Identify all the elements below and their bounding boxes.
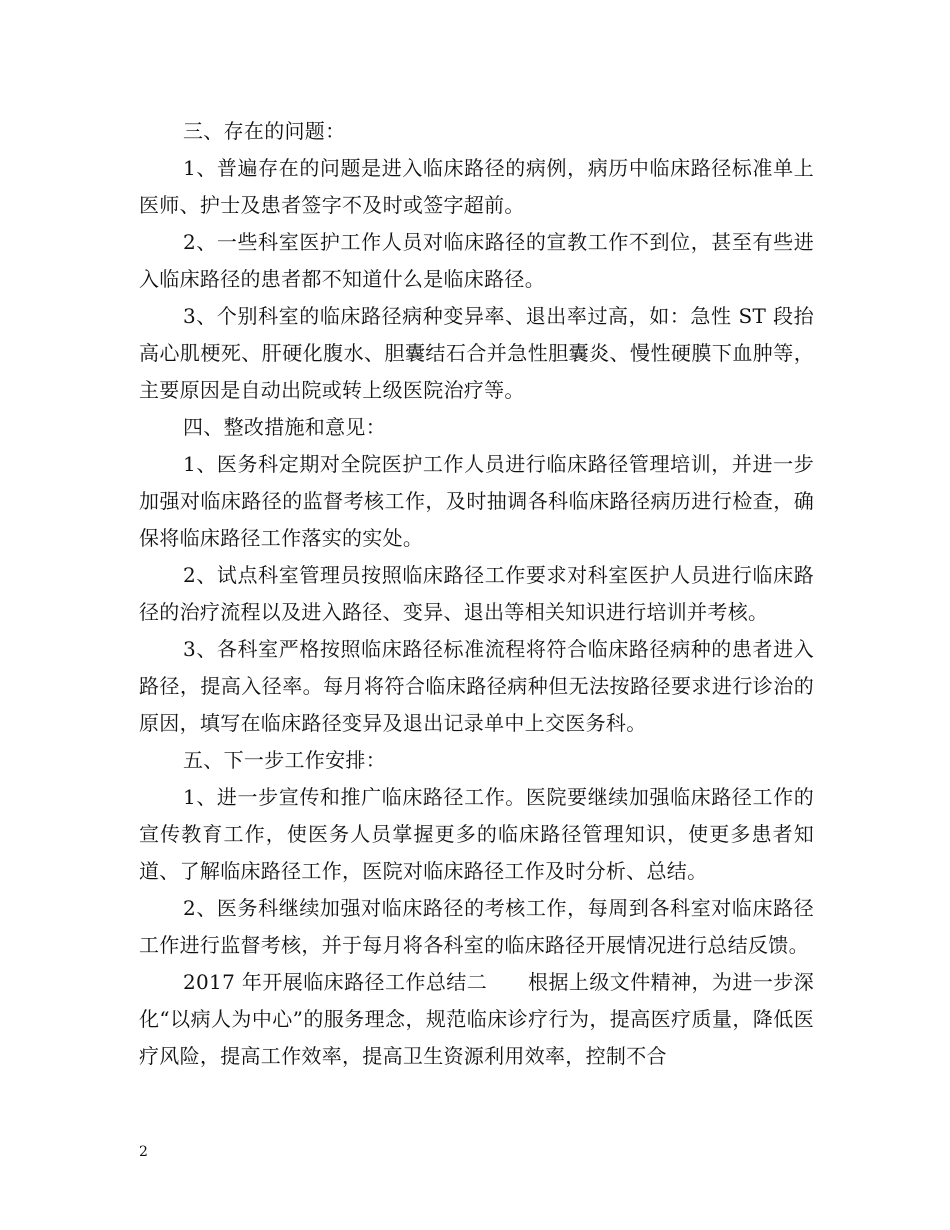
paragraph: 1、医务科定期对全院医护工作人员进行临床路径管理培训，并进一步加强对临床路径的监督考核工作，及时抽调各科临床路径病历进行检查，确保将临床路径工作落实的实处。	[139, 452, 814, 550]
document-body	[139, 113, 814, 1075]
paragraph: 3、各科室严格按照临床路径标准流程将符合临床路径病种的患者进入路径，提高入径率。每月将符合临床路径病种但无法按路径要求进行诊治的原因，填写在临床路径变异及退出记录单中上交医务科。	[139, 637, 814, 735]
paragraph: 1、进一步宣传和推广临床路径工作。医院要继续加强临床路径工作的宣传教育工作，使医务人员掌握更多的临床路径管理知识，使更多患者知道、了解临床路径工作，医院对临床路径工作及时分析、总结。	[139, 785, 814, 883]
page-number: 2	[139, 1144, 148, 1160]
paragraph: 2017 年开展临床路径工作总结二 根据上级文件精神，为进一步深化“以病人为中心”的服务理念，规范临床诊疗行为，提高医疗质量，降低医疗风险，提高工作效率，提高卫生资源利用效率，控制不合	[139, 970, 814, 1068]
section-heading-next-steps: 五、下一步工作安排：	[183, 748, 386, 772]
paragraph: 2、试点科室管理员按照临床路径工作要求对科室医护人员进行临床路径的治疗流程以及进入路径、变异、退出等相关知识进行培训并考核。	[139, 563, 814, 624]
paragraph: 2、一些科室医护工作人员对临床路径的宣教工作不到位，甚至有些进入临床路径的患者都不知道什么是临床路径。	[139, 230, 814, 291]
paragraph: 2、医务科继续加强对临床路径的考核工作，每周到各科室对临床路径工作进行监督考核，并于每月将各科室的临床路径开展情况进行总结反馈。	[139, 896, 814, 957]
section-heading-problems: 三、存在的问题：	[183, 119, 346, 143]
paragraph: 3、个别科室的临床路径病种变异率、退出率过高，如：急性 ST 段抬高心肌梗死、肝硬化腹水、胆囊结石合并急性胆囊炎、慢性硬膜下血肿等，主要原因是自动出院或转上级医院治疗等。	[139, 304, 814, 402]
paragraph: 1、普遍存在的问题是进入临床路径的病例，病历中临床路径标准单上医师、护士及患者签字不及时或签字超前。	[139, 156, 814, 217]
section-heading-measures: 四、整改措施和意见：	[183, 415, 386, 439]
